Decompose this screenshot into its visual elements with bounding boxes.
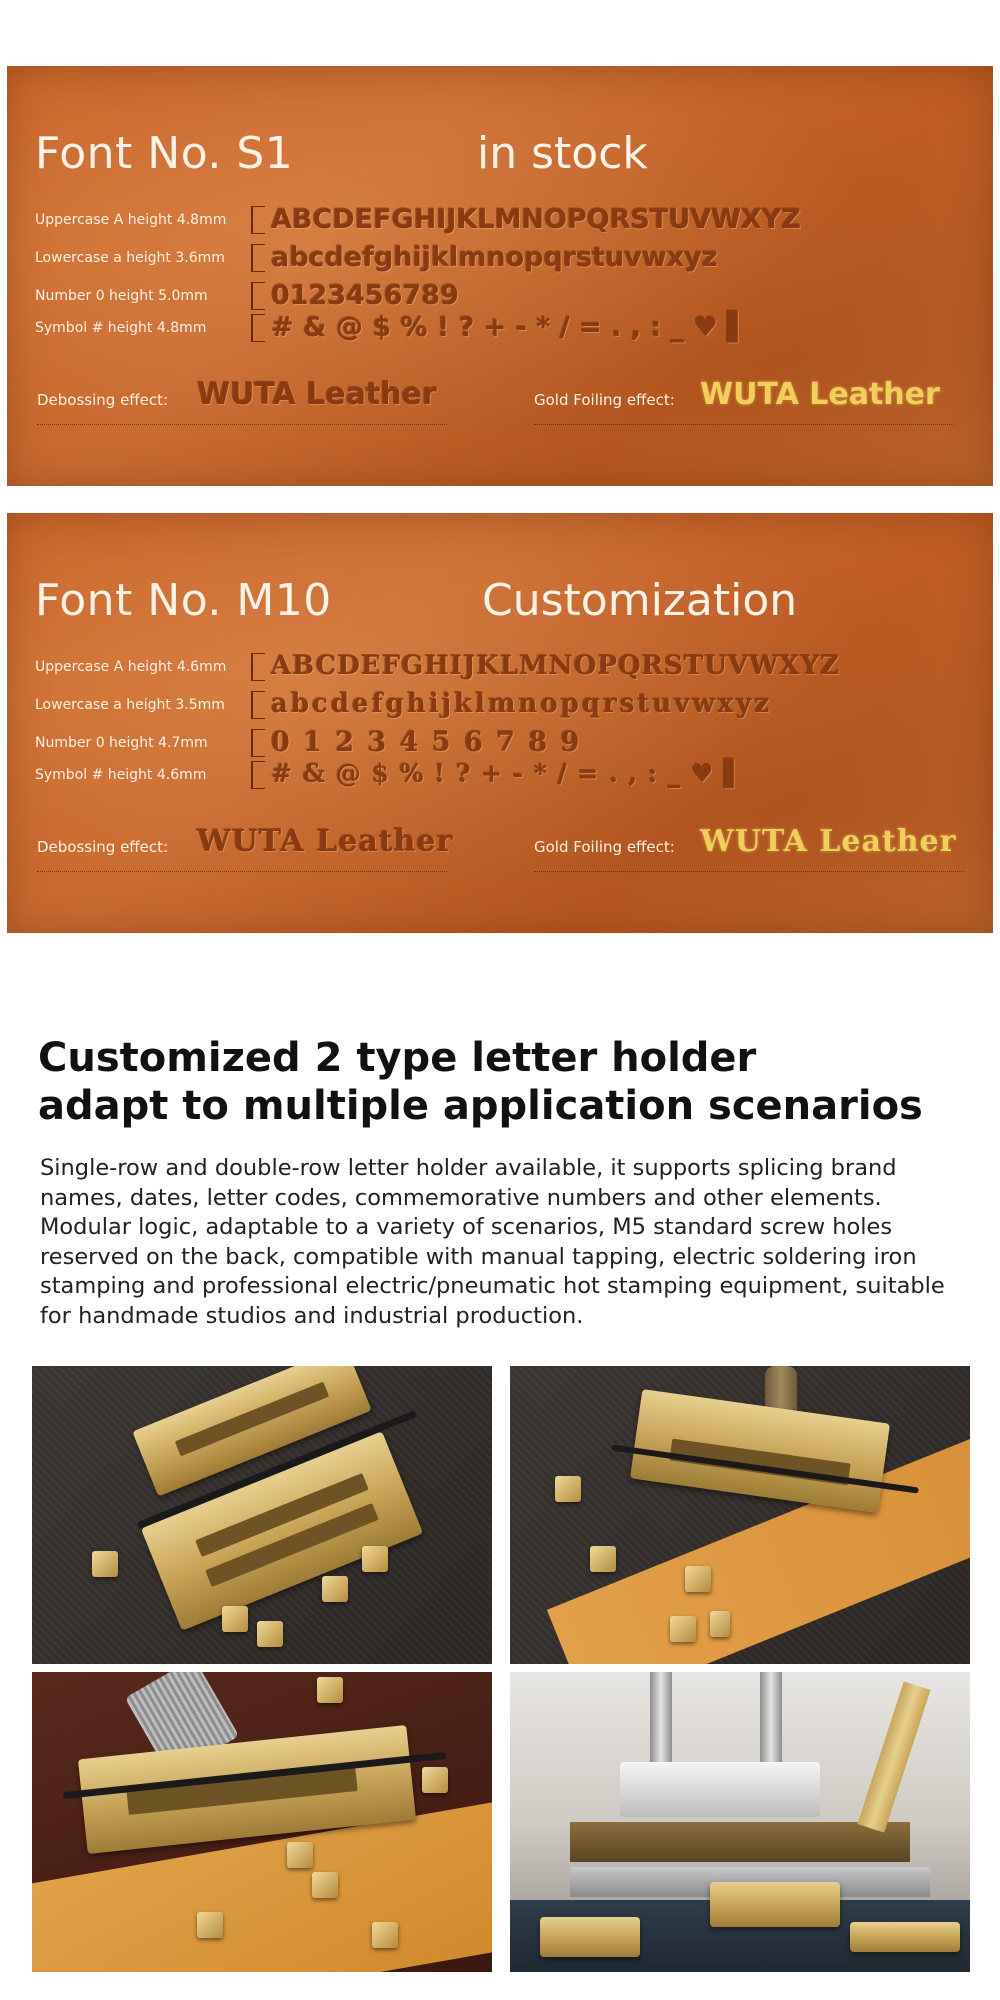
spec-row-uppercase — [35, 204, 985, 236]
height-bracket — [251, 761, 265, 789]
spec-label: Symbol # height 4.6mm — [35, 767, 207, 783]
spec-sample: # & @ $ % ! ? + - * / = . , : _ ♥ ▌ — [271, 312, 748, 343]
machine-column — [650, 1672, 672, 1767]
product-photo-double-row-holder — [32, 1366, 492, 1664]
debossing-sample: WUTA Leather — [197, 824, 454, 859]
brass-stamp-plate — [710, 1882, 840, 1927]
divider — [534, 424, 954, 425]
debossing-sample: WUTA Leather — [197, 377, 437, 412]
spec-row-symbol — [35, 312, 985, 344]
letter-type-cube — [710, 1611, 730, 1637]
spec-sample: ABCDEFGHIJKLMNOPQRSTUVWXYZ — [271, 651, 841, 681]
letter-type-cube — [670, 1616, 696, 1642]
height-bracket — [251, 314, 265, 342]
letter-type-cube — [372, 1922, 398, 1948]
letter-type-cube — [222, 1606, 248, 1632]
letter-type-cube — [590, 1546, 616, 1572]
height-bracket — [251, 653, 265, 681]
spec-row-number — [35, 280, 985, 312]
letter-holder — [540, 1917, 640, 1957]
spec-row-symbol — [35, 759, 985, 791]
height-bracket — [251, 206, 265, 234]
debossing-label: Debossing effect: — [37, 391, 169, 409]
gold-foiling-sample: WUTA Leather — [700, 824, 957, 859]
letter-holder — [850, 1922, 960, 1952]
spec-row-number — [35, 727, 985, 759]
heating-plate — [620, 1762, 820, 1817]
spec-label: Lowercase a height 3.5mm — [35, 697, 225, 713]
font-sample-panel-s1 — [7, 66, 993, 486]
spec-sample: abcdefghijklmnopqrstuvwxyz — [271, 242, 718, 273]
divider — [534, 871, 964, 872]
letter-type-cube — [197, 1912, 223, 1938]
debossing-label: Debossing effect: — [37, 838, 169, 856]
letter-type-cube — [317, 1677, 343, 1703]
height-bracket — [251, 729, 265, 757]
divider — [37, 424, 447, 425]
divider — [37, 871, 447, 872]
gold-foiling-sample: WUTA Leather — [700, 377, 940, 412]
product-photo-handle-holder — [32, 1672, 492, 1972]
letter-type-cube — [287, 1842, 313, 1868]
letter-type-cube — [322, 1576, 348, 1602]
spec-sample: # & @ $ % ! ? + - * / = . , : _ ♥ ▌ — [271, 759, 745, 788]
height-bracket — [251, 282, 265, 310]
press-base — [570, 1822, 910, 1862]
section-title-line: adapt to multiple application scenarios — [38, 1083, 923, 1129]
gold-foiling-label: Gold Foiling effect: — [534, 391, 675, 409]
letter-type-cube — [362, 1546, 388, 1572]
spec-label: Uppercase A height 4.8mm — [35, 212, 227, 228]
section-title — [38, 1034, 968, 1130]
spec-label: Number 0 height 5.0mm — [35, 288, 208, 304]
spec-sample: 0123456789 — [271, 280, 459, 311]
spec-sample: 0 1 2 3 4 5 6 7 8 9 — [271, 727, 582, 758]
spec-sample: abcdefghijklmnopqrstuvwxyz — [271, 689, 773, 719]
font-sample-panel-m10 — [7, 513, 993, 933]
font-name: Font No. S1 — [35, 128, 294, 179]
section-description: Single-row and double-row letter holder available, it supports splicing brand names, dates, letter codes, commemorative numbers and other elements. Modular logic, adaptable to a variety of scenarios, M5 standard screw holes reserved on the back, compatible with manual tapping, electric soldering iron stamping and professional electric/pneumatic hot stamping equipment, suitable for handmade studios and industrial production. — [40, 1155, 945, 1329]
letter-type-cube — [555, 1476, 581, 1502]
font-status: in stock — [477, 128, 648, 179]
spec-row-uppercase — [35, 651, 985, 683]
letter-type-cube — [685, 1566, 711, 1592]
spec-sample: ABCDEFGHIJKLMNOPQRSTUVWXYZ — [271, 204, 801, 235]
height-bracket — [251, 244, 265, 272]
spec-label: Lowercase a height 3.6mm — [35, 250, 225, 266]
product-photo-stamping-machine — [510, 1672, 970, 1972]
font-name: Font No. M10 — [35, 575, 332, 626]
spec-row-lowercase — [35, 689, 985, 721]
machine-column — [760, 1672, 782, 1767]
foil-strip — [858, 1681, 931, 1832]
letter-type-cube — [92, 1551, 118, 1577]
letter-type-cube — [257, 1621, 283, 1647]
spec-label: Number 0 height 4.7mm — [35, 735, 208, 751]
spec-label: Symbol # height 4.8mm — [35, 320, 207, 336]
gold-foiling-label: Gold Foiling effect: — [534, 838, 675, 856]
spec-row-lowercase — [35, 242, 985, 274]
section-title-line: Customized 2 type letter holder — [38, 1035, 757, 1081]
letter-type-cube — [422, 1767, 448, 1793]
letter-type-cube — [312, 1872, 338, 1898]
font-status: Customization — [482, 575, 798, 626]
product-photo-single-row-holder — [510, 1366, 970, 1664]
height-bracket — [251, 691, 265, 719]
spec-label: Uppercase A height 4.6mm — [35, 659, 227, 675]
